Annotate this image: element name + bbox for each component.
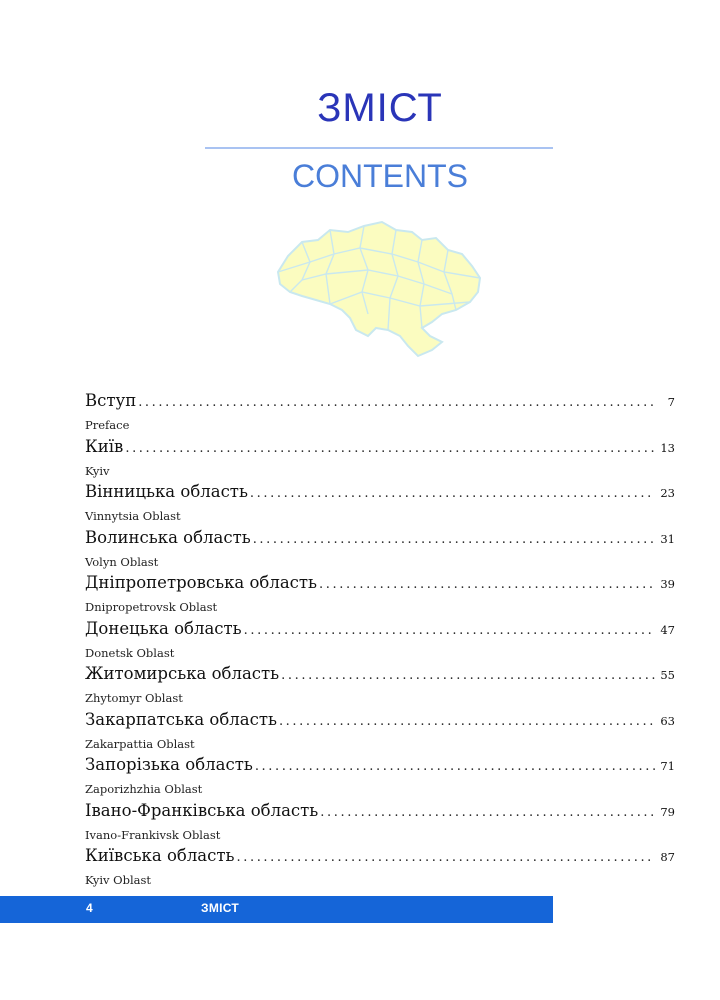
dot-leader — [125, 441, 655, 456]
toc-entry-title: Київ — [85, 436, 124, 456]
toc-entry-donetsk[interactable] — [85, 619, 675, 665]
toc-page-number: 55 — [660, 668, 675, 682]
dot-leader — [237, 850, 656, 865]
toc-entry-subtitle: Vinnytsia Oblast — [85, 509, 181, 523]
ukraine-map-icon — [272, 218, 486, 364]
toc-entry-preface[interactable] — [85, 391, 675, 437]
toc-entry-title: Житомирська область — [85, 664, 280, 683]
footer-page-number: 4 — [86, 901, 93, 915]
dot-leader — [138, 395, 655, 410]
dot-leader — [244, 623, 655, 638]
toc-entry-kyiv[interactable] — [85, 437, 675, 483]
toc-entry-title: Вінницька область — [85, 482, 248, 501]
table-of-contents — [85, 391, 675, 892]
toc-page-number: 63 — [660, 713, 675, 728]
toc-entry-subtitle: Ivano-Frankivsk Oblast — [85, 827, 221, 842]
toc-entry-subtitle: Zakarpattia Oblast — [85, 736, 195, 751]
toc-entry-subtitle: Volyn Oblast — [85, 554, 159, 569]
toc-page-number: 39 — [660, 577, 675, 591]
toc-entry-title: Вступ — [85, 391, 137, 410]
dot-leader — [320, 805, 655, 820]
toc-entry-volyn[interactable] — [85, 528, 675, 574]
toc-entry-subtitle: Kyiv Oblast — [85, 873, 152, 887]
toc-entry-title: Закарпатська область — [85, 709, 277, 729]
toc-entry-zaporizhzhia[interactable] — [85, 755, 675, 801]
toc-entry-title: Івано-Франківська область — [85, 800, 319, 820]
dot-leader — [255, 759, 655, 774]
toc-entry-title: Київська область — [85, 846, 235, 865]
toc-entry-title: Донецька область — [85, 618, 242, 638]
toc-entry-zhytomyr[interactable] — [85, 664, 675, 710]
toc-entry-subtitle: Zaporizhzhia Oblast — [85, 782, 203, 796]
toc-entry-ivano-frankivsk[interactable] — [85, 801, 675, 847]
toc-page-number: 79 — [660, 804, 675, 819]
toc-page-number: 31 — [660, 531, 675, 546]
page-title: ЗМІСТ — [317, 86, 443, 130]
footer-bar — [0, 896, 553, 923]
toc-entry-title: Волинська область — [85, 527, 251, 547]
toc-entry-title: Дніпропетровська область — [85, 573, 318, 592]
toc-page-number: 87 — [660, 850, 675, 864]
dot-leader — [279, 714, 655, 729]
toc-entry-kyiv-oblast[interactable] — [85, 846, 675, 892]
toc-entry-subtitle: Donetsk Oblast — [85, 645, 175, 660]
toc-entry-subtitle: Kyiv — [85, 463, 110, 478]
dot-leader — [250, 486, 655, 501]
footer-section-label: ЗМІСТ — [201, 901, 240, 915]
dot-leader — [253, 532, 655, 547]
toc-page-number: 47 — [660, 622, 675, 637]
toc-entry-title: Запорізька область — [85, 755, 253, 774]
toc-page-number: 23 — [660, 486, 675, 500]
toc-page-number: 7 — [667, 395, 675, 409]
toc-entry-subtitle: Zhytomyr Oblast — [85, 691, 183, 705]
page-subtitle: CONTENTS — [292, 158, 468, 194]
title-divider — [205, 147, 553, 149]
toc-entry-dnipropetrovsk[interactable] — [85, 573, 675, 619]
dot-leader — [319, 577, 655, 592]
toc-page-number: 71 — [660, 759, 675, 773]
toc-entry-subtitle: Preface — [85, 418, 130, 432]
toc-entry-subtitle: Dnipropetrovsk Oblast — [85, 600, 218, 614]
toc-page-number: 13 — [660, 440, 675, 455]
dot-leader — [281, 668, 655, 683]
toc-entry-zakarpattia[interactable] — [85, 710, 675, 756]
toc-entry-vinnytsia[interactable] — [85, 482, 675, 528]
